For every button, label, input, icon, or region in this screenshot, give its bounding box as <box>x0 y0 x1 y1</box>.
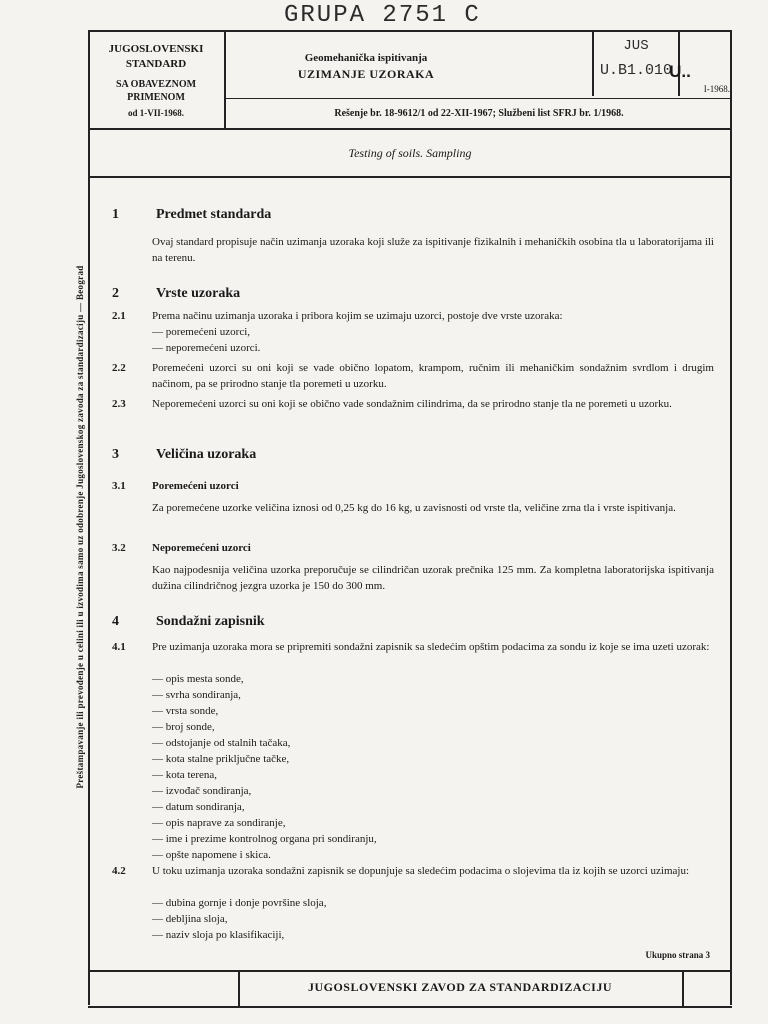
header-subject-line1: Geomehanička ispitivanja <box>304 52 428 64</box>
header-primena: PRIMENOM <box>127 92 185 103</box>
handwritten-group-label: GRUPA 2751 C <box>284 2 481 29</box>
footer-institution: JUGOSLOVENSKI ZAVOD ZA STANDARDIZACIJU <box>307 980 613 994</box>
list-item: — debljina sloja, <box>152 911 326 927</box>
clause-4-1-number: 4.1 <box>112 641 126 653</box>
clause-3-2-text: Kao najpodesnija veličina uzorka preporučuje se cilindričan uzorak prečnika 125 mm. Za kompletna laboratorijska ispitivanja dužina cilindričnog jezgra uzorka je 150 do 300 mm. <box>152 564 714 592</box>
copyright-side-note: Preštampavanje ili prevođenje u celini ili u izvodima samo uz odobrenje Jugoslovenskog zavoda za standardizaciju — Beograd <box>75 265 85 789</box>
list-item: — neporemećeni uzorci. <box>152 340 260 356</box>
clause-2-1-number: 2.1 <box>112 310 126 322</box>
section-1-title: Predmet standarda <box>156 207 272 222</box>
list-item: — vrsta sonde, <box>152 703 377 719</box>
header-subject-line2: UZIMANJE UZORAKA <box>297 67 435 81</box>
list-item: — ime i prezime kontrolnog organa pri sondiranju, <box>152 831 377 847</box>
header-decision: Rešenje br. 18-9612/1 od 22-XII-1967; Službeni list SFRJ br. 1/1968. <box>334 108 624 119</box>
section-3-title: Veličina uzoraka <box>156 447 257 462</box>
section-4-number: 4 <box>112 614 119 629</box>
clause-4-1-list <box>152 671 377 863</box>
standard-header <box>88 30 732 130</box>
clause-2-2-text: Poremećeni uzorci su oni koji se vade obično lopatom, krampom, ručnim ili mehaničkim sondažnim svrdlom i drugim načinom, pa se prirodno stanje tla poremeti u uzorku. <box>152 362 714 390</box>
clause-2-1-text: Prema načinu uzimanja uzoraka i pribora kojim se uzimaju uzorci, postoje dve vrste uzoraka: <box>152 310 563 322</box>
clause-4-2-number: 4.2 <box>112 865 126 877</box>
header-inner-rule <box>226 98 732 99</box>
section-2-number: 2 <box>112 286 119 301</box>
english-title: Testing of soils. Sampling <box>348 146 472 160</box>
clause-3-1-title: Poremećeni uzorci <box>152 480 239 492</box>
header-jugoslovenski: JUGOSLOVENSKI <box>108 43 204 55</box>
list-item: — broj sonde, <box>152 719 377 735</box>
clause-3-2-number: 3.2 <box>112 542 126 554</box>
list-item: — opis mesta sonde, <box>152 671 377 687</box>
clause-4-1-text: Pre uzimanja uzoraka mora se pripremiti sondažni zapisnik sa sledećim opštim podacima za sondu iz koje se ima uzeti uzorak: <box>152 641 710 653</box>
header-standard: STANDARD <box>125 58 187 70</box>
list-item: — datum sondiranja, <box>152 799 377 815</box>
clause-4-2-list <box>152 895 326 943</box>
header-code: U.. <box>669 62 691 81</box>
section-4-title: Sondažni zapisnik <box>156 614 265 629</box>
clause-2-3-text: Neporemećeni uzorci su oni koji se obično vade sondažnim cilindrima, da se prirodno stanje tla ne poremeti u uzorku. <box>152 398 672 410</box>
header-effective-date: od 1-VII-1968. <box>127 108 184 118</box>
page-total: Ukupno strana 3 <box>645 950 710 960</box>
list-item: — poremećeni uzorci, <box>152 324 260 340</box>
header-divider-2 <box>592 32 594 96</box>
section-2-title: Vrste uzoraka <box>156 286 241 301</box>
section-3-number: 3 <box>112 447 119 462</box>
clause-2-3-number: 2.3 <box>112 398 126 410</box>
header-jus-label: JUS <box>623 38 649 54</box>
list-item: — odstojanje od stalnih tačaka, <box>152 735 377 751</box>
clause-4-2-text: U toku uzimanja uzoraka sondažni zapisnik se dopunjuje sa sledećim podacima o slojevima tla iz kojih se uzorci uzimaju: <box>152 865 690 877</box>
clause-3-1-text: Za poremećene uzorke veličina iznosi od 0,25 kg do 16 kg, u zavisnosti od vrste tla, veličine zrna tla i vrste ispitivanja. <box>152 502 676 514</box>
clause-3-2-title: Neporemećeni uzorci <box>152 542 251 554</box>
footer-box <box>88 970 732 1008</box>
list-item: — izvođač sondiranja, <box>152 783 377 799</box>
clause-2-2-number: 2.2 <box>112 362 126 374</box>
clause-2-1-list <box>152 324 260 356</box>
section-1-text: Ovaj standard propisuje način uzimanja uzoraka koji služe za ispitivanje fizikalnih i mehaničkih osobina tla u laboratorijama ili na terenu. <box>152 236 714 264</box>
list-item: — dubina gornje i donje površine sloja, <box>152 895 326 911</box>
list-item: — svrha sondiranja, <box>152 687 377 703</box>
header-obavezna: SA OBAVEZNOM <box>115 79 197 90</box>
header-code-small: I-1968. <box>703 84 730 94</box>
list-item: — naziv sloja po klasifikaciji, <box>152 927 326 943</box>
header-jus-number: U.B1.010 <box>599 62 672 79</box>
section-1-number: 1 <box>112 207 119 222</box>
title-rule <box>88 176 732 178</box>
footer-divider-right <box>682 972 684 1006</box>
list-item: — opšte napomene i skica. <box>152 847 377 863</box>
clause-3-1-number: 3.1 <box>112 480 126 492</box>
list-item: — kota terena, <box>152 767 377 783</box>
list-item: — kota stalne priključne tačke, <box>152 751 377 767</box>
list-item: — opis naprave za sondiranje, <box>152 815 377 831</box>
